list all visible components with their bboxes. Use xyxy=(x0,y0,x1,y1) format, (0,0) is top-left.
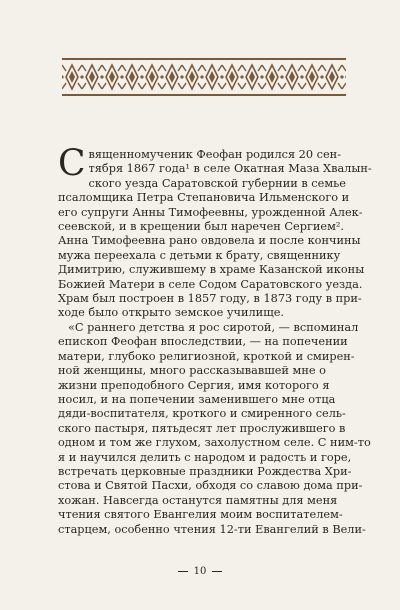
drop-cap: С xyxy=(58,143,86,184)
footer-dash-right xyxy=(212,571,222,572)
paragraph-1 xyxy=(58,143,372,321)
text-line: мужа переехала с детьми к брату, священнику xyxy=(58,248,341,262)
text-line: псаломщика Петра Степановича Ильменского и xyxy=(58,191,350,205)
text-line: хожан. Навсегда останутся памятны для меня xyxy=(58,493,338,507)
text-line: чтения святого Евангелия моим воспитателем- xyxy=(58,508,343,522)
text-line: ского уезда Саратовской губернии в семье xyxy=(88,176,346,190)
paragraph-2 xyxy=(58,320,371,537)
text-line: встречать церковные праздники Рождества Хри- xyxy=(58,464,352,478)
text-line: старцем, особенно чтения 12-ти Евангелий в Вели- xyxy=(58,522,366,536)
text-line: Анна Тимофеевна рано овдовела и после кончины xyxy=(58,234,361,248)
text-line: сеевской, и в крещении был наречен Сергием². xyxy=(58,220,344,234)
text-line: ского пастыря, пятьдесят лет прослужившего в xyxy=(58,421,346,435)
text-line: стова и Святой Пасхи, обходя со славою дома при- xyxy=(58,479,363,493)
footer-dash-left xyxy=(178,571,188,572)
text-line: дяди-воспитателя, кроткого и смиренного сель- xyxy=(58,407,346,421)
text-line: Димитрию, служившему в храме Казанской иконы xyxy=(58,263,365,277)
header-ornament xyxy=(62,58,346,96)
text-line: я и научился делить с народом и радость и горе, xyxy=(58,450,352,464)
text-line: матери, глубоко религиозной, кроткой и смирен- xyxy=(58,349,355,363)
text-line: тября 1867 года¹ в селе Окатная Маза Хвалын- xyxy=(88,162,372,176)
text-line: Божией Матери в селе Содом Саратовского уезда. xyxy=(58,277,363,291)
text-line: носил, и на попечении заменившего мне отца xyxy=(58,392,336,406)
body-text xyxy=(58,143,372,537)
text-line: одном и том же глухом, захолустном селе. С ним-то xyxy=(58,436,371,450)
text-line: епископ Феофан впоследствии, — на попечении xyxy=(58,335,348,349)
ornament-pattern xyxy=(62,60,346,94)
text-line: вященномученик Феофан родился 20 сен- xyxy=(88,148,342,161)
page-number: 10 xyxy=(193,566,207,577)
page-footer xyxy=(0,566,400,577)
text-line: «С раннего детства я рос сиротой, — вспоминал xyxy=(68,320,359,334)
text-line: ной женщины, много рассказывавшей мне о xyxy=(58,364,326,378)
text-line: ходе было открыто земское училище. xyxy=(58,306,284,320)
text-line: жизни преподобного Сергия, имя которого я xyxy=(58,378,330,392)
text-line: Храм был построен в 1857 году, в 1873 году в при- xyxy=(58,292,362,306)
text-line: его супруги Анны Тимофеевны, урожденной Алек- xyxy=(58,205,363,219)
